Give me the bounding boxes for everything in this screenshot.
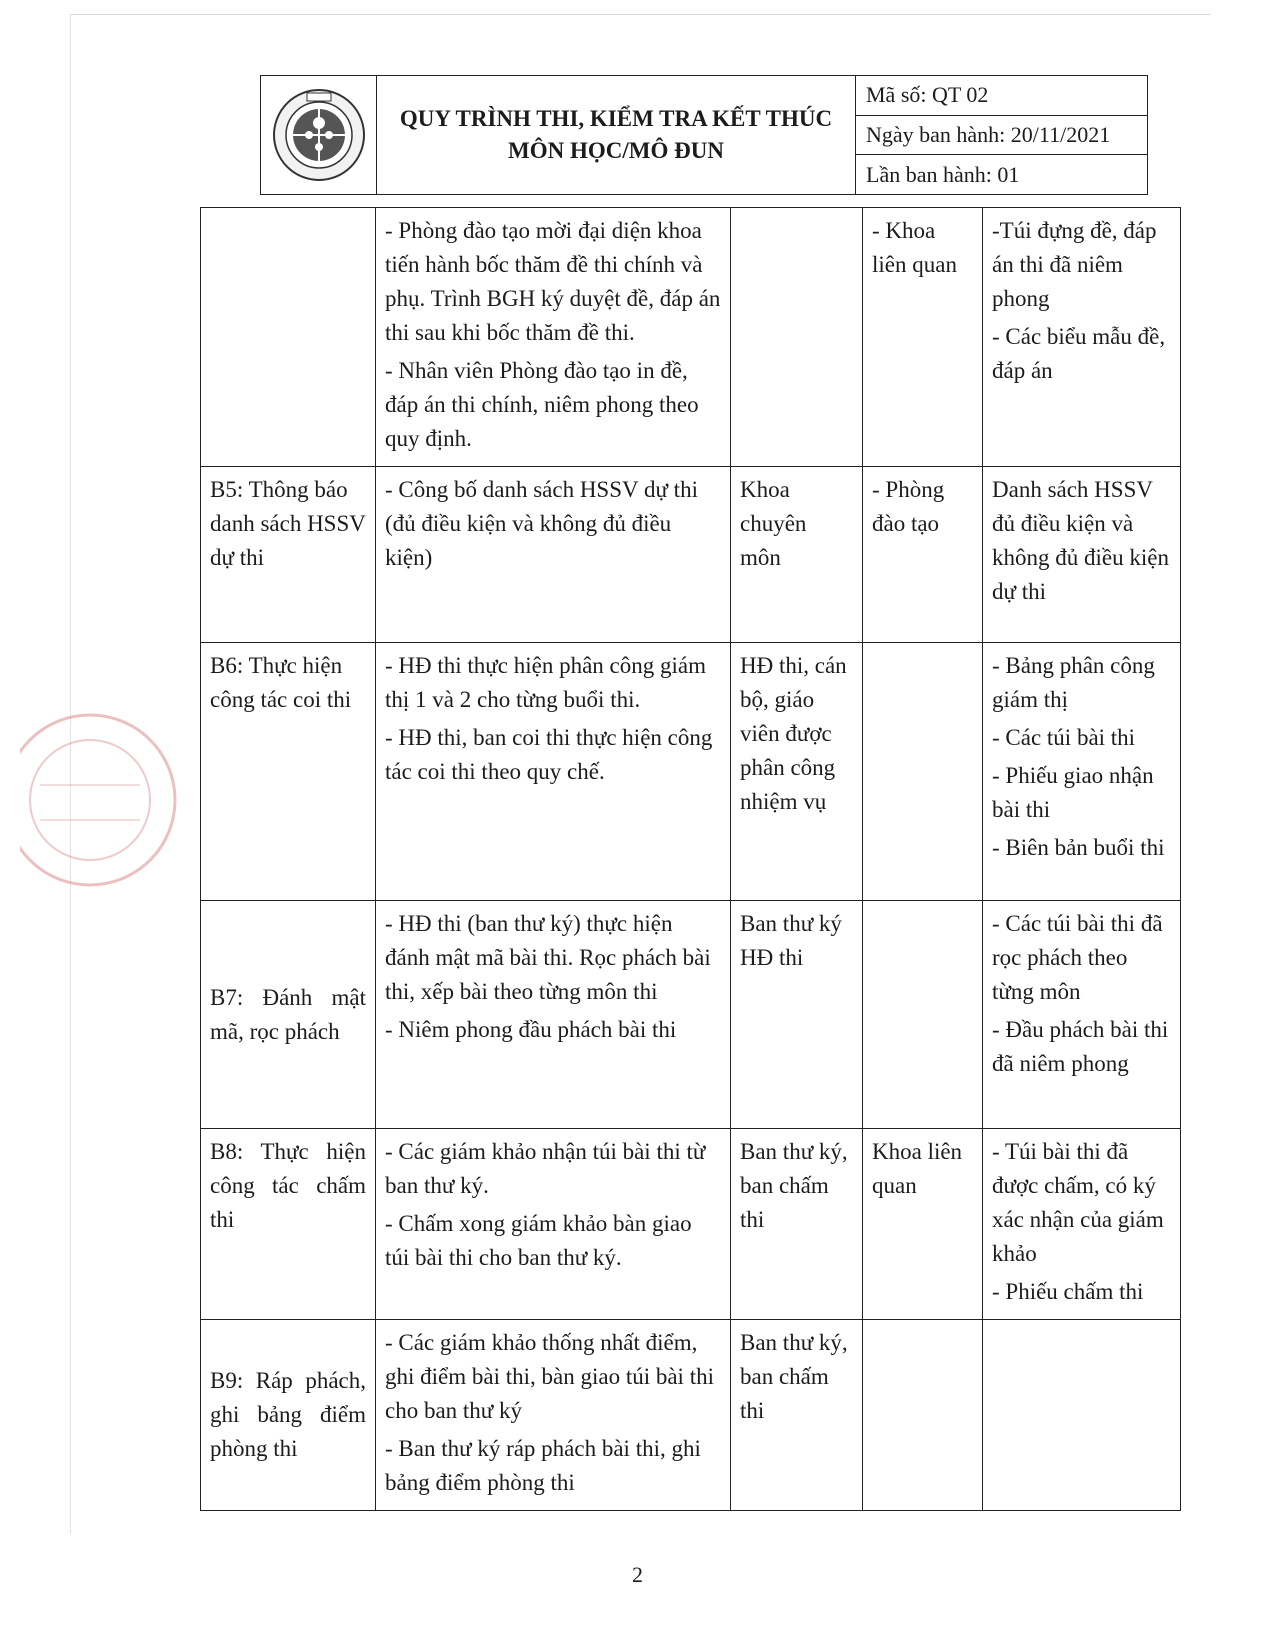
table-row bbox=[201, 901, 1181, 1129]
coordinate-cell: - Phòng đào tạo bbox=[863, 467, 983, 643]
record-item: - Bảng phân công giám thị bbox=[992, 653, 1155, 712]
table-row bbox=[201, 643, 1181, 901]
table-row bbox=[201, 1320, 1181, 1511]
responsible-cell: Khoa chuyên môn bbox=[731, 467, 863, 643]
content-item: - Nhân viên Phòng đào tạo in đề, đáp án thi chính, niêm phong theo quy định. bbox=[385, 358, 699, 451]
records-cell bbox=[983, 467, 1181, 643]
logo-cell bbox=[261, 76, 377, 194]
content-item: - Chấm xong giám khảo bàn giao túi bài thi cho ban thư ký. bbox=[385, 1211, 692, 1270]
record-item: - Các túi bài thi đã rọc phách theo từng môn bbox=[992, 911, 1163, 1004]
record-item: - Phiếu chấm thi bbox=[992, 1279, 1144, 1304]
records-cell bbox=[983, 1320, 1181, 1511]
issue-date: Ngày ban hành: 20/11/2021 bbox=[856, 116, 1147, 156]
record-item: - Biên bản buổi thi bbox=[992, 835, 1165, 860]
content-cell bbox=[376, 467, 731, 643]
content-item: - HĐ thi thực hiện phân công giám thị 1 và 2 cho từng buổi thi. bbox=[385, 653, 706, 712]
content-cell bbox=[376, 1129, 731, 1320]
content-cell bbox=[376, 643, 731, 901]
responsible-cell: HĐ thi, cán bộ, giáo viên được phân công nhiệm vụ bbox=[731, 643, 863, 901]
coordinate-cell bbox=[863, 643, 983, 901]
responsible-cell: Ban thư ký, ban chấm thi bbox=[731, 1129, 863, 1320]
step-cell: B9: Ráp phách, ghi bảng điểm phòng thi bbox=[201, 1320, 376, 1511]
record-item: - Đầu phách bài thi đã niêm phong bbox=[992, 1017, 1169, 1076]
school-logo-icon bbox=[271, 87, 367, 183]
records-cell bbox=[983, 1129, 1181, 1320]
step-cell bbox=[201, 208, 376, 467]
document-title bbox=[377, 76, 856, 194]
record-item: - Các túi bài thi bbox=[992, 725, 1136, 750]
responsible-cell: Ban thư ký, ban chấm thi bbox=[731, 1320, 863, 1511]
document-meta bbox=[856, 76, 1147, 194]
record-item: Danh sách HSSV đủ điều kiện và không đủ điều kiện dự thi bbox=[992, 477, 1169, 604]
title-line-1: QUY TRÌNH THI, KIỂM TRA KẾT THÚC bbox=[399, 106, 833, 131]
responsible-cell bbox=[731, 208, 863, 467]
coordinate-cell bbox=[863, 901, 983, 1129]
content-cell bbox=[376, 901, 731, 1129]
record-item: - Phiếu giao nhận bài thi bbox=[992, 763, 1154, 822]
content-item: - Công bố danh sách HSSV dự thi (đủ điều kiện và không đủ điều kiện) bbox=[385, 477, 698, 570]
title-line-2: MÔN HỌC/MÔ ĐUN bbox=[508, 138, 724, 163]
content-cell bbox=[376, 1320, 731, 1511]
records-cell bbox=[983, 901, 1181, 1129]
step-cell: B7: Đánh mật mã, rọc phách bbox=[201, 901, 376, 1129]
coordinate-cell: - Khoa liên quan bbox=[863, 208, 983, 467]
content-item: - Các giám khảo thống nhất điểm, ghi điểm bài thi, bàn giao túi bài thi cho ban thư ký bbox=[385, 1330, 714, 1423]
content-cell bbox=[376, 208, 731, 467]
table-row bbox=[201, 1129, 1181, 1320]
table-row bbox=[201, 208, 1181, 467]
page-number: 2 bbox=[632, 1562, 643, 1587]
procedure-table bbox=[200, 207, 1181, 1511]
content-item: - Các giám khảo nhận túi bài thi từ ban thư ký. bbox=[385, 1139, 706, 1198]
records-cell bbox=[983, 643, 1181, 901]
document-header bbox=[260, 75, 1148, 195]
document-code: Mã số: QT 02 bbox=[856, 76, 1147, 116]
content-item: - Niêm phong đầu phách bài thi bbox=[385, 1017, 677, 1042]
table-row bbox=[201, 467, 1181, 643]
responsible-cell: Ban thư ký HĐ thi bbox=[731, 901, 863, 1129]
step-cell: B5: Thông báo danh sách HSSV dự thi bbox=[201, 467, 376, 643]
record-item: - Túi bài thi đã được chấm, có ký xác nhận của giám khảo bbox=[992, 1139, 1164, 1266]
scan-edge-top bbox=[70, 14, 1210, 15]
content-item: - Ban thư ký ráp phách bài thi, ghi bảng điểm phòng thi bbox=[385, 1436, 701, 1495]
coordinate-cell bbox=[863, 1320, 983, 1511]
record-item: -Túi đựng đề, đáp án thi đã niêm phong bbox=[992, 218, 1157, 311]
record-item: - Các biểu mẫu đề, đáp án bbox=[992, 324, 1166, 383]
coordinate-cell: Khoa liên quan bbox=[863, 1129, 983, 1320]
records-cell bbox=[983, 208, 1181, 467]
step-cell: B6: Thực hiện công tác coi thi bbox=[201, 643, 376, 901]
issue-number: Lần ban hành: 01 bbox=[866, 161, 1020, 187]
step-cell: B8: Thực hiện công tác chấm thi bbox=[201, 1129, 376, 1320]
content-item: - Phòng đào tạo mời đại diện khoa tiến hành bốc thăm đề thi chính và phụ. Trình BGH ký duyệt đề, đáp án thi sau khi bốc thăm đề thi. bbox=[385, 218, 721, 345]
content-item: - HĐ thi, ban coi thi thực hiện công tác coi thi theo quy chế. bbox=[385, 725, 713, 784]
content-item: - HĐ thi (ban thư ký) thực hiện đánh mật mã bài thi. Rọc phách bài thi, xếp bài theo từng môn thi bbox=[385, 911, 711, 1004]
red-seal-stamp-icon bbox=[20, 705, 180, 895]
